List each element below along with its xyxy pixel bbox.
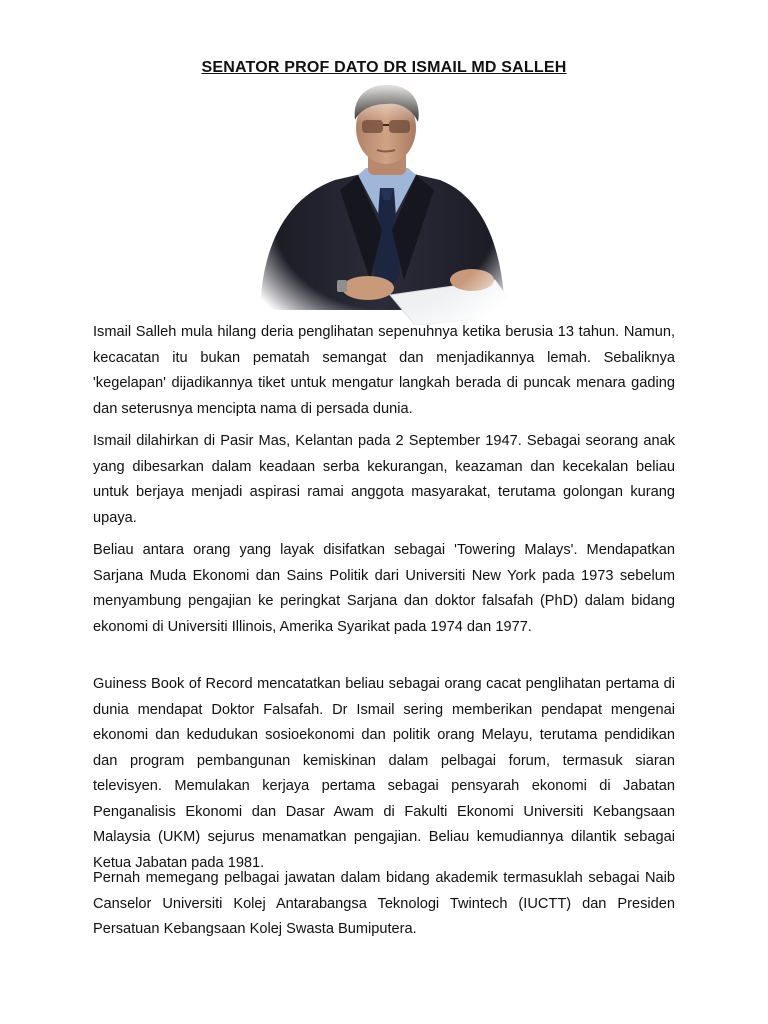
paragraph-1: Ismail Salleh mula hilang deria penglihatan sepenuhnya ketika berusia 13 tahun. Namun, kecacatan itu bukan pematah semangat dan menjadikannya lemah. Sebaliknya 'kegelapan' dijadikannya tiket untuk mengatur langkah berada di puncak menara gading dan seterusnya mencipta nama di persada dunia. <box>93 324 675 417</box>
paragraph-4: Guiness Book of Record mencatatkan beliau sebagai orang cacat penglihatan pertama di dunia mendapat Doktor Falsafah. Dr Ismail sering memberikan pendapat mengenai ekonomi dan kedudukan sosioekonomi dan politik orang Melayu, terutama pendidikan dan program pembangunan kemiskinan dalam pelbagai forum, termasuk siaran televisyen. Memulakan kerjaya pertama sebagai pensyarah ekonomi di Jabatan Penganalisis Ekonomi dan Dasar Awam di Fakulti Ekonomi Universiti Kebangsaan Malaysia (UKM) sejurus menamatkan pengajian. Beliau kemudiannya dilantik sebagai Ketua Jabatan pada 1981. <box>93 676 675 871</box>
portrait-photo <box>240 80 530 325</box>
paragraph-2: Ismail dilahirkan di Pasir Mas, Kelantan pada 2 September 1947. Sebagai seorang anak yang dibesarkan dalam keadaan serba kekurangan, keazaman dan kecekalan beliau untuk berjaya menjadi aspirasi ramai anggota masyarakat, terutama golongan kurang upaya. <box>93 433 675 526</box>
paragraph-5: Pernah memegang pelbagai jawatan dalam bidang akademik termasuklah sebagai Naib Canselor Universiti Kolej Antarabangsa Teknologi Twintech (IUCTT) dan Presiden Persatuan Kebangsaan Kolej Swasta Bumiputera. <box>93 870 675 937</box>
paragraph-3: Beliau antara orang yang layak disifatkan sebagai 'Towering Malays'. Mendapatkan Sarjana Muda Ekonomi dan Sains Politik dari Universiti New York pada 1973 sebelum menyambung pengajian ke peringkat Sarjana dan doktor falsafah (PhD) dalam bidang ekonomi di Universiti Illinois, Amerika Syarikat pada 1974 dan 1977. <box>93 542 675 635</box>
page-title: SENATOR PROF DATO DR ISMAIL MD SALLEH <box>201 59 567 76</box>
